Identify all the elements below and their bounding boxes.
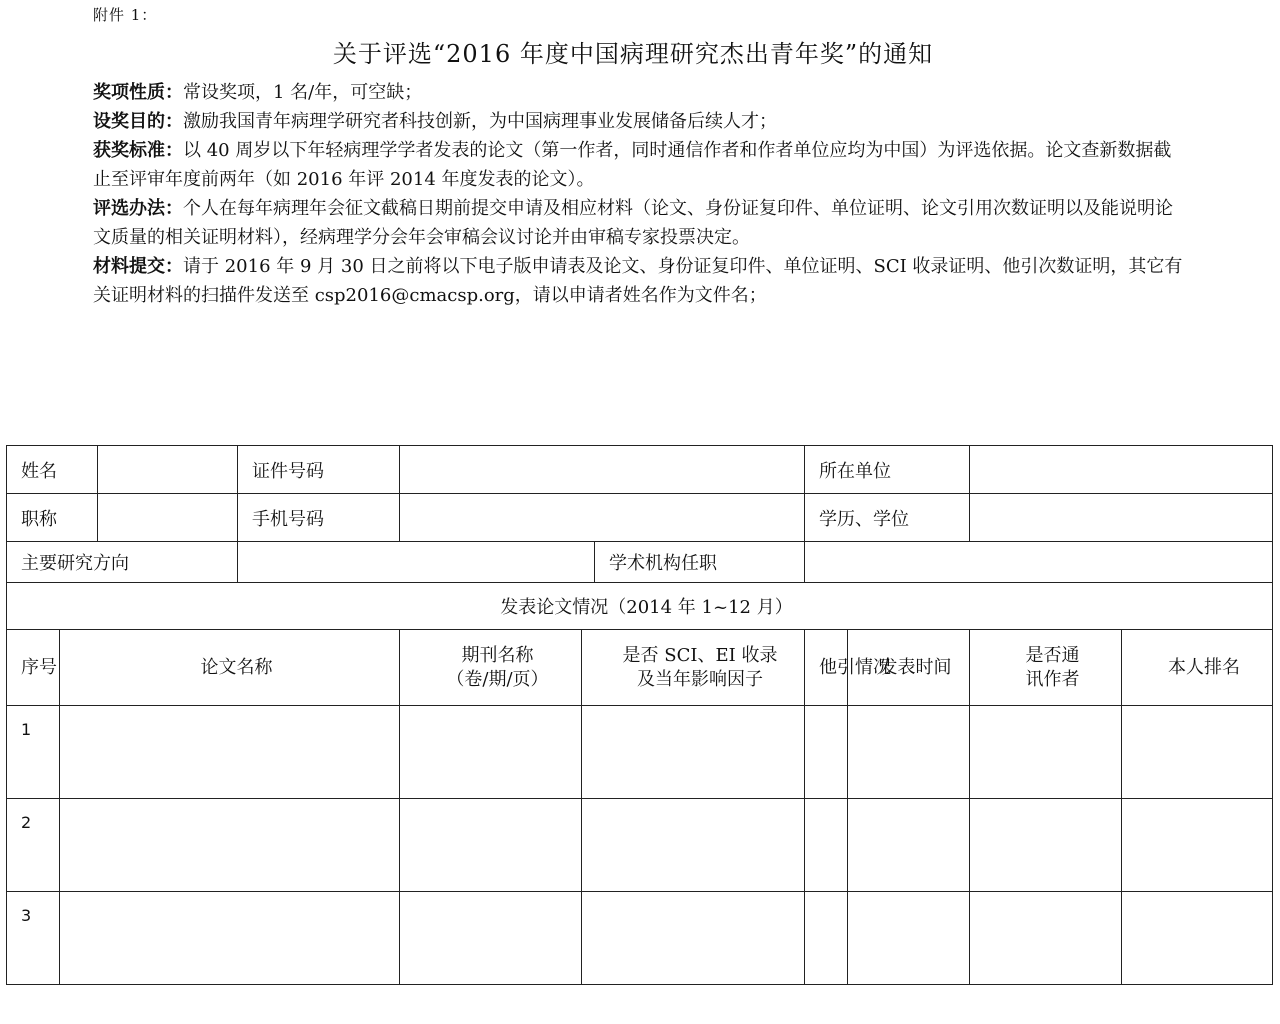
corresponding-cell[interactable] [970,892,1122,985]
notice-criteria [93,136,1183,194]
pub-time-cell[interactable] [848,892,970,985]
criteria-label: 获奖标准： [93,140,183,161]
row-number: 1 [7,706,60,799]
degree-field[interactable] [970,494,1273,542]
unit-field[interactable] [970,446,1273,494]
nature-text: 常设奖项，1 名/年，可空缺； [183,82,423,103]
col-citations: 他引情况 [805,630,848,706]
col-paper-name: 论文名称 [60,630,400,706]
submit-text: 请于 2016 年 9 月 30 日之前将以下电子版申请表及论文、身份证复印件、单位证明、SCI 收录证明、他引次数证明，其它有关证明材料的扫描件发送至 csp2016@cmacsp.org，请以申请者姓名作为文件名； [93,256,1183,306]
rank-cell[interactable] [1122,799,1273,892]
title-field[interactable] [98,494,238,542]
notice-method [93,194,1183,252]
notice-nature [93,78,1183,107]
table-row [7,799,1273,892]
page-title: 关于评选“2016 年度中国病理研究杰出青年奖”的通知 [332,40,934,68]
research-label: 主要研究方向 [7,542,238,583]
col-rank: 本人排名 [1122,630,1273,706]
form-row-research [7,542,1273,583]
col-pub-time: 发表时间 [848,630,970,706]
method-text: 个人在每年病理年会征文截稿日期前提交申请及相应材料（论文、身份证复印件、单位证明、论文引用次数证明以及能说明论文质量的相关证明材料），经病理学分会年会审稿会议讨论并由审稿专家投票决定。 [93,198,1173,248]
notice-submit [93,252,1183,310]
sci-cell[interactable] [582,706,805,799]
col-journal-line2: （卷/期/页） [446,668,549,690]
application-form-table [6,445,1273,985]
submit-label: 材料提交： [93,256,183,277]
form-row-name [7,446,1273,494]
degree-label: 学历、学位 [805,494,970,542]
journal-cell[interactable] [400,799,582,892]
col-sci-line1: 是否 SCI、EI 收录 [622,644,778,666]
name-field[interactable] [98,446,238,494]
col-corresponding [970,630,1122,706]
unit-label: 所在单位 [805,446,970,494]
id-field[interactable] [400,446,805,494]
corresponding-cell[interactable] [970,706,1122,799]
purpose-label: 设奖目的： [93,111,183,132]
sci-cell[interactable] [582,892,805,985]
rank-cell[interactable] [1122,892,1273,985]
citations-cell[interactable] [805,799,848,892]
notice-purpose [93,107,1183,136]
method-label: 评选办法： [93,198,183,219]
col-journal-line1: 期刊名称 [461,644,534,666]
papers-column-headers [7,630,1273,706]
table-row [7,706,1273,799]
paper-name-cell[interactable] [60,706,400,799]
nature-label: 奖项性质： [93,82,183,103]
research-field[interactable] [238,542,595,583]
col-corr-line2: 讯作者 [1025,668,1080,690]
title-label: 职称 [7,494,98,542]
form-row-title [7,494,1273,542]
position-label: 学术机构任职 [595,542,805,583]
paper-name-cell[interactable] [60,799,400,892]
attachment-label: 附件 1： [93,6,158,24]
journal-cell[interactable] [400,706,582,799]
paper-name-cell[interactable] [60,892,400,985]
papers-header-row [7,583,1273,630]
phone-label: 手机号码 [238,494,400,542]
rank-cell[interactable] [1122,706,1273,799]
row-number: 3 [7,892,60,985]
col-corr-line1: 是否通 [1025,644,1080,666]
table-row [7,892,1273,985]
position-field[interactable] [805,542,1273,583]
id-label: 证件号码 [238,446,400,494]
col-sci-line2: 及当年影响因子 [637,668,763,690]
journal-cell[interactable] [400,892,582,985]
col-seq: 序号 [7,630,60,706]
citations-cell[interactable] [805,706,848,799]
pub-time-cell[interactable] [848,706,970,799]
col-sci [582,630,805,706]
citations-cell[interactable] [805,892,848,985]
purpose-text: 激励我国青年病理学研究者科技创新，为中国病理事业发展储备后续人才； [183,111,777,132]
corresponding-cell[interactable] [970,799,1122,892]
row-number: 2 [7,799,60,892]
pub-time-cell[interactable] [848,799,970,892]
col-journal [400,630,582,706]
papers-header: 发表论文情况（2014 年 1~12 月） [7,583,1273,630]
phone-field[interactable] [400,494,805,542]
sci-cell[interactable] [582,799,805,892]
name-label: 姓名 [7,446,98,494]
notice-body [93,78,1183,310]
criteria-text: 以 40 周岁以下年轻病理学学者发表的论文（第一作者，同时通信作者和作者单位应均为中国）为评选依据。论文查新数据截止至评审年度前两年（如 2016 年评 2014 年度发表的论文）。 [93,140,1172,190]
